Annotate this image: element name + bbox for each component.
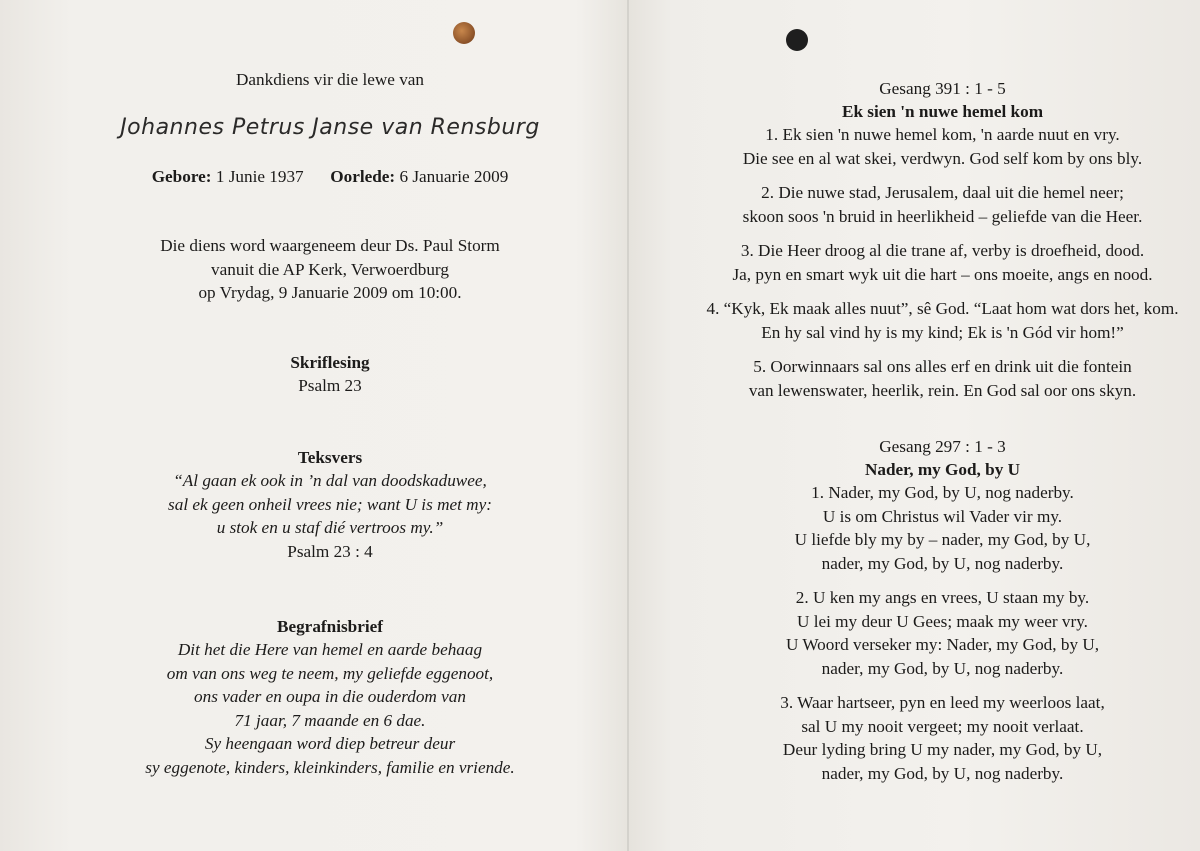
hymn-297-number: Gesang 297 : 1 - 3 (879, 437, 1006, 456)
hymn-391 (690, 77, 1195, 402)
funeral-letter-title: Begrafnisbrief (277, 617, 383, 636)
died-label: Oorlede: (330, 167, 396, 186)
hymn-297-verse-3: 3. Waar hartseer, pyn en leed my weerloos laat, sal U my nooit vergeet; my nooit verlaat. Deur lyding bring U my nader, my God, by U, nader, my God, by U, nog naderby. (780, 693, 1105, 783)
scripture-reading-ref: Psalm 23 (298, 376, 362, 395)
text-verse-title: Teksvers (297, 448, 363, 467)
service-details: Die diens word waargeneem deur Ds. Paul Storm vanuit die AP Kerk, Verwoerdburg op Vrydag, 9 Januarie 2009 om 10:00. (160, 236, 500, 302)
hymn-391-number: Gesang 391 : 1 - 5 (879, 79, 1006, 98)
center-fold (627, 0, 629, 851)
hymn-297-title: Nader, my God, by U (864, 460, 1021, 479)
hymn-391-verse-5: 5. Oorwinnaars sal ons alles erf en drink uit die fontein van lewenswater, heerlik, rein. En God sal oor ons skyn. (748, 357, 1137, 400)
born-date: 1 Junie 1937 (215, 167, 304, 186)
text-verse-ref: Psalm 23 : 4 (287, 541, 373, 561)
hymn-297-verse-1: 1. Nader, my God, by U, nog naderby. U is om Christus wil Vader vir my. U liefde bly my by – nader, my God, by U, nader, my God, by U, nog naderby. (794, 483, 1091, 573)
hymn-297 (690, 435, 1195, 785)
hymn-391-verse-2: 2. Die nuwe stad, Jerusalem, daal uit die hemel neer; skoon soos 'n bruid in heerlikheid – geliefde van die Heer. (742, 183, 1143, 226)
died-date: 6 Januarie 2009 (399, 167, 509, 186)
intro-line: Dankdiens vir die lewe van (235, 70, 425, 89)
hymn-391-verse-1: 1. Ek sien 'n nuwe hemel kom, 'n aarde nuut en vry. Die see en al wat skei, verdwyn. God self kom by ons bly. (742, 125, 1143, 168)
hymn-391-title: Ek sien 'n nuwe hemel kom (841, 102, 1044, 121)
right-page (690, 0, 1195, 851)
text-verse: Teksvers “Al gaan ek ook in ’n dal van doodskaduwee, sal ek geen onheil vrees nie; want U is met my: u stok en u staf dié vertroos my.” Psalm 23 : 4 (70, 446, 590, 563)
hymn-391-verse-4: 4. “Kyk, Ek maak alles nuut”, sê God. “Laat hom wat dors het, kom. En hy sal vind hy is my kind; Ek is 'n Gód vir hom!” (706, 299, 1179, 342)
left-page (70, 0, 590, 851)
scripture-reading-title: Skriflesing (290, 353, 370, 372)
hymn-297-verse-2: 2. U ken my angs en vrees, U staan my by. U lei my deur U Gees; maak my weer vry. U Woord verseker my: Nader, my God, by U, nader, my God, by U, nog naderby. (785, 588, 1100, 678)
dates-line (70, 165, 590, 189)
deceased-name: Johannes Petrus Janse van Rensburg (120, 115, 540, 140)
scripture-reading (70, 351, 590, 398)
hymn-391-verse-3: 3. Die Heer droog al die trane af, verby is droefheid, dood. Ja, pyn en smart wyk uit die hart – ons moeite, angs en nood. (732, 241, 1153, 284)
funeral-letter: Begrafnisbrief Dit het die Here van hemel en aarde behaag om van ons weg te neem, my geliefde eggenoot, ons vader en oupa in die ouderdom van 71 jaar, 7 maande en 6 dae. Sy heengaan word diep betreur deur sy eggenote, kinders, kleinkinders, familie en vriende. (70, 615, 590, 779)
born-label: Gebore: (151, 167, 212, 186)
